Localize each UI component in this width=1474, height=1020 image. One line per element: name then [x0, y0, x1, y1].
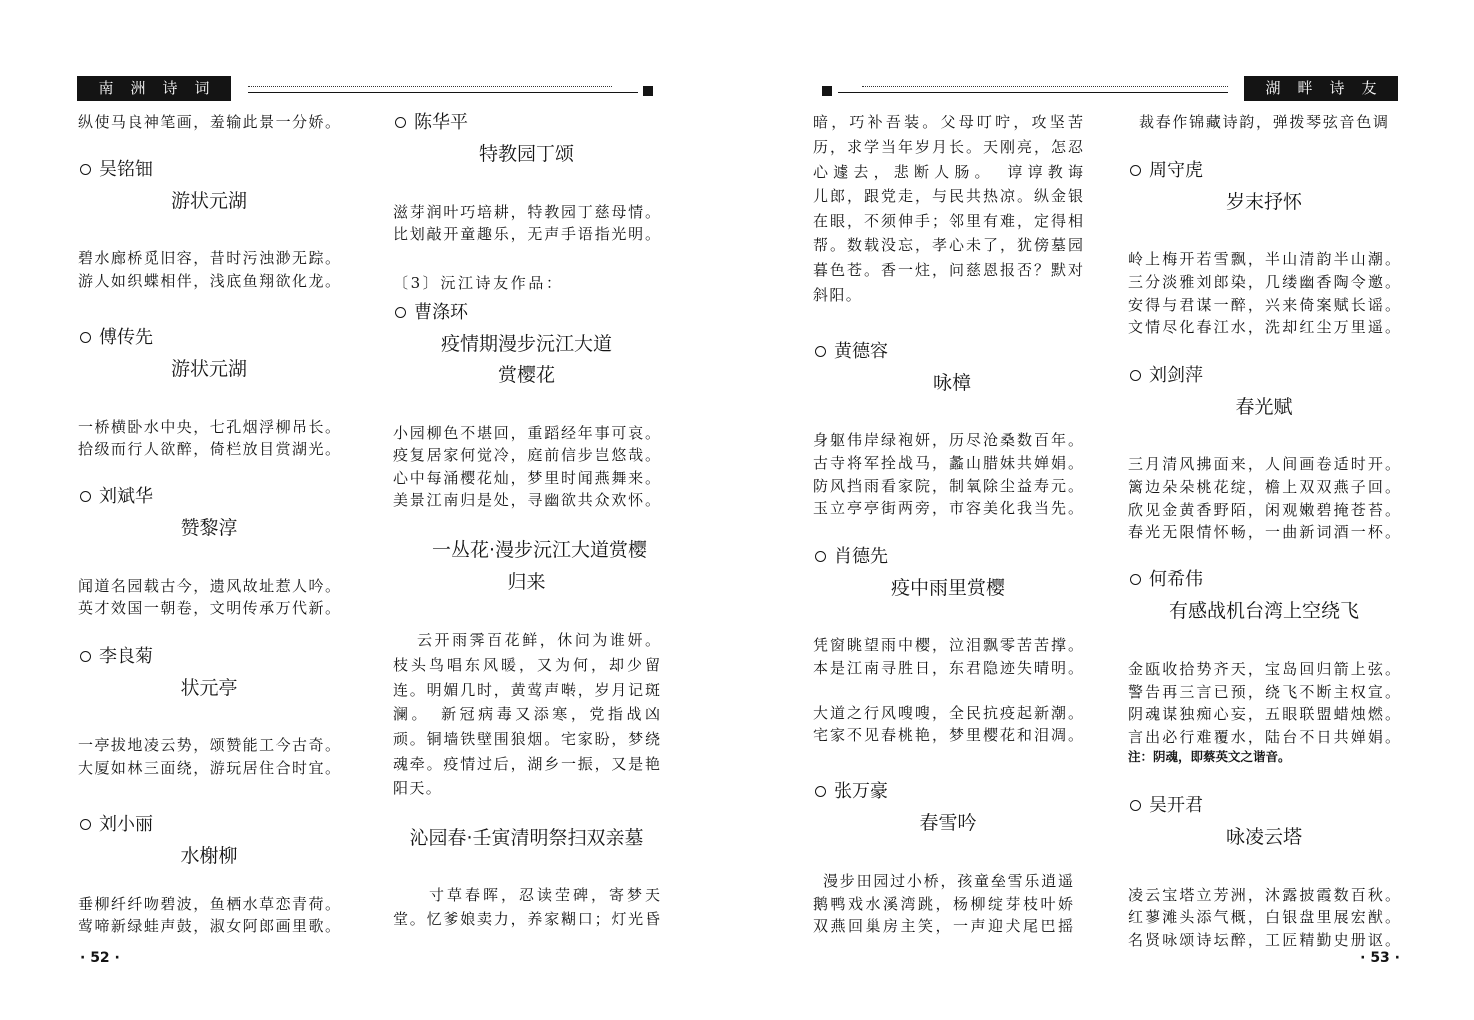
poem-line: 春光无限情怀畅，一曲新词酒一杯。 [1128, 523, 1400, 541]
ci-line: 帮。数载没忘，孝心未了，犹傍墓园 [813, 236, 1083, 254]
poem-line: 莺啼新绿蛙声鼓，淑女阿郎画里歌。 [78, 917, 340, 935]
poem-title: 疫情期漫步沅江大道 [440, 333, 612, 355]
poem-line: 红蓼滩头添气概，白银盘里展宏猷。 [1128, 908, 1400, 926]
poem-line: 大道之行风嗖嗖，全民抗疫起新潮。 [813, 704, 1083, 722]
author-name: 吴铭钿 [99, 159, 153, 180]
author-name: 刘斌华 [99, 486, 153, 507]
poem-line: 一亭拔地凌云势，颂赞能工今古奇。 [78, 736, 340, 754]
poem-line: 拾级而行人欲醉，倚栏放目赏湖光。 [78, 440, 340, 458]
poem-title: 咏樟 [932, 372, 971, 394]
ci-line: 阳天。 [393, 779, 443, 797]
author-name: 陈华平 [414, 112, 468, 133]
poem-line: 垂柳纤纤吻碧波，鱼栖水草恋青荷。 [78, 895, 340, 913]
poem-author [815, 341, 888, 363]
poem-title: 咏凌云塔 [1225, 826, 1302, 848]
circle-marker-icon [815, 346, 826, 357]
author-name: 曹涤环 [414, 302, 468, 323]
page-number: · 52 · [80, 950, 120, 966]
poem-author [815, 781, 888, 803]
poem-title: 有感战机台湾上空绕飞 [1168, 600, 1359, 622]
poem-line: 阴魂谋独痴心妄，五眼联盟蜡烛燃。 [1128, 705, 1400, 723]
author-name: 刘小丽 [99, 814, 153, 835]
circle-marker-icon [815, 786, 826, 797]
poem-title: 游状元湖 [170, 358, 247, 380]
ci-line: 澜。 新冠病毒又添寒，党指战凶 [393, 705, 660, 723]
circle-marker-icon [1130, 165, 1141, 176]
ci-line: 魂牵。疫情过后，湖乡一振，又是艳 [393, 755, 660, 773]
author-name: 黄德容 [834, 341, 888, 362]
poem-title: 春光赋 [1235, 396, 1293, 418]
ci-line: 在眼，不须伸手；邻里有难，定得相 [813, 212, 1083, 230]
poem-line: 一桥横卧水中央，七孔烟浮柳吊长。 [78, 418, 340, 436]
author-name: 吴开君 [1149, 795, 1203, 816]
ci-line: 堂。忆爹娘卖力，养家糊口；灯光昏 [393, 910, 660, 928]
poem-title: 状元亭 [180, 677, 238, 699]
poem-author [1130, 795, 1203, 817]
poem-line: 闻道名园载古今，遗风故址惹人吟。 [78, 577, 340, 595]
poem-line: 岭上梅开若雪飘，半山清韵半山潮。 [1128, 250, 1400, 268]
poem-line: 美景江南归是处，寻幽欲共众欢怀。 [393, 491, 660, 509]
ci-line: 枝头鸟唱东风暖，又为何，却少留 [393, 656, 660, 674]
poem-line: 凌云宝塔立芳洲，沐露披霞数百秋。 [1128, 886, 1400, 904]
poem-title: 游状元湖 [170, 190, 247, 212]
poem-title: 水榭柳 [180, 845, 238, 867]
right-page-header-title: 湖畔诗友 [1244, 76, 1398, 101]
continued-poem-line: 裁春作锦藏诗韵，弹拨琴弦音色调 [1139, 113, 1388, 131]
poem-line: 金瓯收拾势齐天，宝岛回归箭上弦。 [1128, 660, 1400, 678]
poem-title: 岁末抒怀 [1225, 191, 1302, 213]
poem-title: 特教园丁颂 [478, 143, 574, 165]
ci-line: 连。明媚几时，黄莺声啭，岁月记斑 [393, 681, 660, 699]
poem-line: 玉立亭亭街两旁，市容美化我当先。 [813, 499, 1083, 517]
poem-line: 欣见金黄香野陌，闲观嫩碧掩苍苔。 [1128, 501, 1400, 519]
author-name: 李良菊 [99, 646, 153, 667]
left-page-header-title: 南洲诗词 [77, 76, 231, 101]
poem-line: 防风挡雨看家院，制氧除尘益寿元。 [813, 477, 1083, 495]
poem-line: 漫步田园过小桥，孩童垒雪乐逍遥 [823, 872, 1073, 890]
poem-title: 疫中雨里赏樱 [890, 577, 1005, 599]
poem-line: 滋芽润叶巧培耕，特教园丁慈母情。 [393, 203, 660, 221]
author-name: 周守虎 [1149, 160, 1203, 181]
right-column-1 [813, 0, 1083, 1020]
circle-marker-icon [1130, 574, 1141, 585]
ci-line: 历，求学当年岁月长。天刚亮，怎忍 [813, 138, 1083, 156]
poem-line: 古寺将军拴战马，蠡山腊妹共婵娟。 [813, 454, 1083, 472]
poem-author [1130, 365, 1203, 387]
poem-line: 身躯伟岸绿袍妍，历尽沧桑数百年。 [813, 431, 1083, 449]
poem-line: 三月清风拂面来，人间画卷适时开。 [1128, 455, 1400, 473]
poem-line: 疫复居家何觉冷，庭前信步岂悠哉。 [393, 446, 660, 464]
author-name: 刘剑萍 [1149, 365, 1203, 386]
poem-title-continued: 赏樱花 [497, 364, 555, 386]
ci-line: 暮色苍。香一炷，问慈恩报否？默对 [813, 261, 1083, 279]
author-name: 肖德先 [834, 546, 888, 567]
author-name: 傅传先 [99, 327, 153, 348]
ci-line: 斜阳。 [813, 286, 863, 304]
poem-title: 春雪吟 [919, 812, 977, 834]
ci-title: 一丛花·漫步沅江大道赏樱 [431, 539, 648, 561]
poem-line: 小园柳色不堪回，重蹈经年事可哀。 [393, 424, 660, 442]
poem-line: 三分淡雅刘郎染，几缕幽香陶令邀。 [1128, 273, 1400, 291]
ci-line: 寸草春晖，忍读茔碑，寄梦天 [429, 886, 660, 904]
poem-line: 心中每涌樱花灿，梦里时闻燕舞来。 [393, 469, 660, 487]
ci-line: 儿郎，跟党走，与民共热凉。纵金银 [813, 187, 1083, 205]
ci-line: 心遽去，悲断人肠。 谆谆教诲 [813, 163, 1083, 181]
poem-line: 凭窗眺望雨中樱，泣泪飘零苦苦撑。 [813, 636, 1083, 654]
poem-line: 游人如织蝶相伴，浅底鱼翔欲化龙。 [78, 272, 340, 290]
ci-line: 云开雨霁百花鲜，休问为谁妍。 [417, 631, 660, 649]
poem-author [1130, 160, 1203, 182]
poem-line: 篱边朵朵桃花绽，檐上双双燕子回。 [1128, 478, 1400, 496]
poem-line: 文情尽化春江水，洗却红尘万里遥。 [1128, 318, 1400, 336]
poem-author [815, 546, 888, 568]
poem-footnote: 注：阴魂，即蔡英文之谐音。 [1128, 749, 1291, 764]
circle-marker-icon [1130, 370, 1141, 381]
poem-author [1130, 569, 1203, 591]
ci-title: 沁园春·壬寅清明祭扫双亲墓 [409, 827, 644, 849]
continued-poem-line: 纵使马良神笔画，羞输此景一分娇。 [78, 113, 340, 131]
ci-title-continued: 归来 [507, 571, 546, 593]
ci-line: 暗，巧补吾装。父母叮咛，攻坚苦 [813, 113, 1083, 131]
poem-line: 名贤咏颂诗坛醉，工匠精勤史册讴。 [1128, 931, 1400, 949]
page-number: · 53 · [1360, 950, 1400, 966]
poem-line: 警告再三言已预，绕飞不断主权宣。 [1128, 683, 1400, 701]
poem-line: 安得与君谋一醉，兴来倚案赋长谣。 [1128, 296, 1400, 314]
poem-title: 赞黎淳 [180, 517, 238, 539]
poem-line: 鹅鸭戏水溪湾跳，杨柳绽芽枝叶娇 [813, 895, 1073, 913]
author-name: 何希伟 [1149, 569, 1203, 590]
poem-line: 英才效国一朝卷，文明传承万代新。 [78, 599, 340, 617]
poem-line: 宅家不见春桃艳，梦里樱花和泪凋。 [813, 726, 1083, 744]
poem-line: 本是江南寻胜日，东君隐迹失晴明。 [813, 659, 1083, 677]
poem-line: 大厦如林三面绕，游玩居住合时宜。 [78, 759, 340, 777]
circle-marker-icon [815, 551, 826, 562]
circle-marker-icon [1130, 800, 1141, 811]
ci-line: 顽。铜墙铁壁围狼烟。宅家盼，梦绕 [393, 730, 660, 748]
poem-line: 碧水廊桥觅旧容，昔时污浊渺无踪。 [78, 249, 340, 267]
right-column-2 [1128, 0, 1400, 1020]
section-heading: 〔3〕沅江诗友作品： [393, 274, 564, 292]
author-name: 张万豪 [834, 781, 888, 802]
poem-line: 言出必行难覆水，陆台不日共婵娟。 [1128, 728, 1400, 746]
poem-line: 双燕回巢房主笑，一声迎犬尾巴摇 [813, 917, 1073, 935]
poem-line: 比划敲开童趣乐，无声手语指光明。 [393, 225, 660, 243]
